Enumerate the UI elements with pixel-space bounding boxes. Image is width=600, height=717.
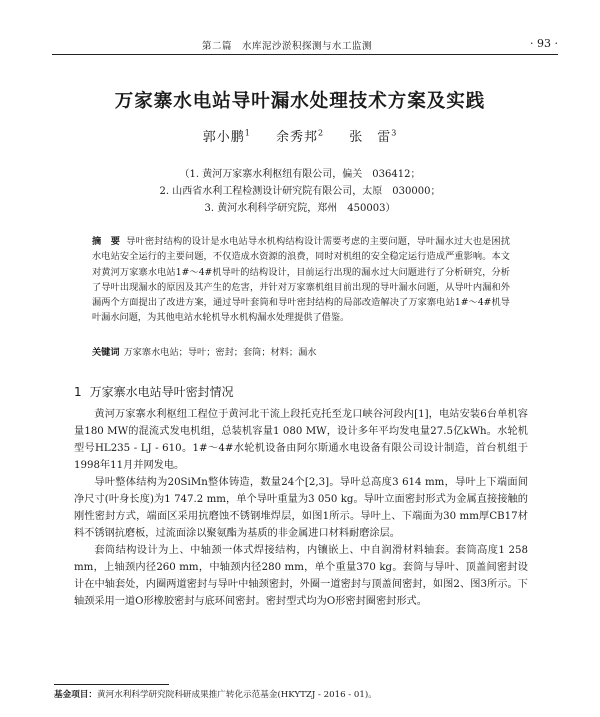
author <box>276 130 324 145</box>
keywords-text: 万家寨水电站；导叶；密封；套筒；材料；漏水 <box>123 347 317 358</box>
author-affiliation-mark: 3 <box>391 128 398 138</box>
section-title: 万家寨水电站导叶密封情况 <box>89 385 234 399</box>
affiliation-line: 2. 山西省水利工程检测设计研究院有限公司，太原 030000； <box>159 186 441 197</box>
page-number: · 93 · <box>530 37 558 50</box>
running-title: 第二篇 水库泥沙淤积探测与水工监测 <box>202 41 373 52</box>
running-header <box>52 38 558 55</box>
section-number: 1 <box>74 385 82 399</box>
author-list <box>0 126 600 145</box>
body-paragraph: 黄河万家寨水利枢纽工程位于黄河北干流上段托克托至龙口峡谷河段内[1]，电站安装6台单机容量180 MW的混流式发电机组，总装机容量1 080 MW，设计多年平均发电量27.5亿kWh。水轮机型号HL235 - LJ - 610。1#～4#水轮机设备由阿尔斯通水电设备有限公司设计制造，首台机组于1998年11月并网发电。 <box>74 409 528 471</box>
body-paragraph: 导叶整体结构为20SiMn整体铸造，数量24个[2,3]。导叶总高度3 614 mm，导叶上下端面间净尺寸(叶身长度)为1 747.2 mm，单个导叶重量为3 050 kg。导叶立面密封形式为金属直接接触的刚性密封方式，端面区采用抗磨蚀不锈钢堆焊层，如图1所示。导叶上、下端面为30 mm厚CB17材料不锈钢抗磨板，过流面涂以聚氨酯为基质的非金属进口材料耐磨涂层。 <box>74 477 528 539</box>
author-name: 张 雷 <box>349 130 392 145</box>
abstract <box>92 234 510 326</box>
section-heading <box>74 383 234 400</box>
keywords <box>92 344 510 358</box>
abstract-text: 导叶密封结构的设计是水电站导水机构结构设计需要考虑的主要问题，导叶漏水过大也是困扰水电站安全运行的主要问题，不仅造成水资源的浪费，同时对机组的安全稳定运行造成严重影响。本文对黄河万家寨水电站1#～4#机导叶的结构设计，目前运行出现的漏水过大问题进行了分析研究，分析了导叶出现漏水的原因及其产生的危害，并针对万家寨机组目前出现的导叶漏水问题，从导叶内漏和外漏两个方面提出了改进方案，通过导叶套筒和导叶密封结构的局部改造解决了万家寨电站1#～4#机导叶漏水问题，为其他电站水轮机导水机构漏水处理提供了借鉴。 <box>92 236 511 324</box>
abstract-label: 摘 要 <box>92 236 121 247</box>
funding-footnote <box>54 688 377 700</box>
author <box>349 130 397 145</box>
footnote-label: 基金项目： <box>54 690 97 700</box>
affiliations <box>0 166 600 217</box>
footnote-text: 黄河水利科学研究院科研成果推广转化示范基金(HKYTZJ - 2016 - 01)。 <box>96 690 377 700</box>
author-affiliation-mark: 1 <box>244 128 251 138</box>
author-affiliation-mark: 2 <box>317 128 325 138</box>
section-body <box>74 406 528 610</box>
affiliation-line: 3. 黄河水利科学研究院，郑州 450003） <box>204 203 396 214</box>
keywords-label: 关键词 <box>92 347 120 358</box>
author-name: 余秀邦 <box>275 130 318 145</box>
author <box>203 130 251 145</box>
footnote-divider <box>54 684 169 685</box>
body-paragraph: 套筒结构设计为上、中轴颈一体式焊接结构，内镶嵌上、中自润滑材料轴套。套筒高度1 258 mm，上轴颈内径260 mm，中轴颈内径280 mm，单个重量370 kg。套筒与导叶、顶盖间密封设计在中轴套处，内圈两道密封与导叶中轴颈密封，外圈一道密封与顶盖间密封，如图2、图3所示。下轴颈采用一道O形橡胶密封与底环间密封。密封型式均为O形密封圈密封形式。 <box>74 545 528 607</box>
affiliation-line: （1. 黄河万家寨水利枢纽有限公司，偏关 036412； <box>179 169 421 180</box>
author-name: 郭小鹏 <box>202 130 245 145</box>
paper-title: 万家寨水电站导叶漏水处理技术方案及实践 <box>114 91 486 112</box>
